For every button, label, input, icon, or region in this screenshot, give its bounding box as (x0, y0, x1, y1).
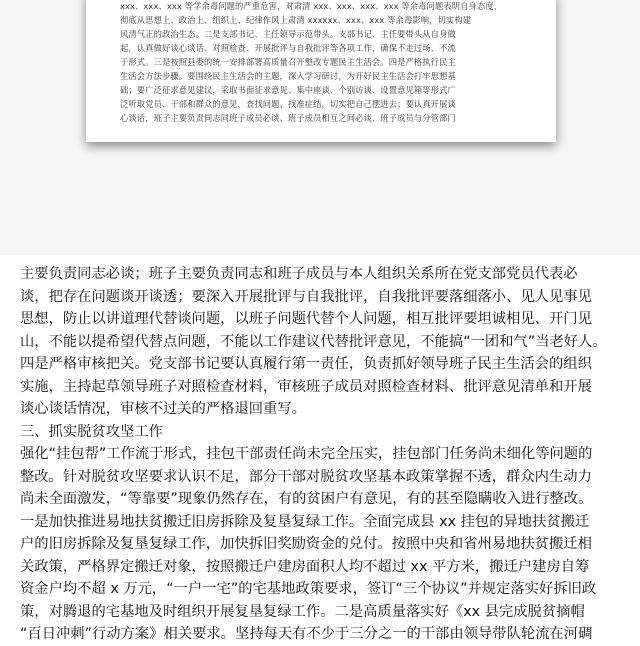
paragraph-line: 一是加快推进易地扶贫搬迁旧房拆除及复垦复绿工作。全面完成县 xx 挂包的异地扶贫搬迁 (20, 513, 590, 530)
scanned-line: 泛听取党员、干部和群众的意见，查找问题、找准症结，切实把自己摆进去；要认真开展谈 (120, 99, 456, 109)
scanned-line: 起，认真做好谈心谈话、对照检查、开展批评与自我批评等各项工作，确保不走过场、不流 (120, 43, 456, 53)
scanned-line: 于形式。三是按照县委的统一安排部署高质量召开整改专题民主生活会。四是严格执行民主 (120, 57, 456, 67)
document-preview-area (0, 0, 640, 255)
paragraph-line: 四是严格审核把关。党支部书记要认真履行第一责任，负责抓好领导班子民主生活会的组织 (20, 356, 592, 372)
paragraph-line: 户的旧房拆除及复垦复绿工作，加快拆旧奖励资金的兑付。按照中央和省州易地扶贫搬迁相 (20, 536, 592, 552)
paragraph-line: 整改。针对脱贫攻坚要求认识不足，部分干部对脱贫攻坚基本政策掌握不透，群众内生动力 (20, 468, 592, 485)
paragraph-line: 谈心谈话情况，审核不过关的严格退回重写。 (20, 401, 306, 417)
scanned-line: 心谈话，班子主要负责同志同班子成员必谈、班子成员相互之间必谈、班子成员与分管部门 (120, 113, 456, 123)
scanned-page-thumbnail (86, 0, 556, 142)
paragraph-line: “百日冲刺”行动方案》相关要求。坚持每天有不少于三分之一的干部由领导带队轮流在河碉 (20, 626, 593, 642)
scanned-line: 彻底从思想上、政治上、组织上、纪律作风上肃清 xxxxxx、xxx、xxx 等余毒影响，切实构建 (120, 15, 472, 25)
paragraph-line: 主要负责同志必谈；班子主要负责同志和班子成员与本人组织关系所在党支部党员代表必 (20, 266, 578, 282)
scanned-line: 础；要广泛征求意见建议，采取书面征求意见、集中座谈、个别访谈、设置意见箱等形式广 (120, 85, 456, 95)
scanned-line: 风清气正的政治生态。二是支部书记、主任领导示范带头。支部书记、主任要带头从自身做 (120, 29, 456, 39)
paragraph-line: 资金户均不超 x 万元，“一户一宅”的宅基地政策要求，签订“三个协议”并规定落实好拆旧政 (20, 581, 597, 597)
paragraph-line: 思想，防止以讲道理代替谈问题，以班子问题代替个人问题，相互批评要坦诚相见、开门见 (20, 311, 592, 327)
scanned-line: xxx、xxx、xxx 等学余毒问题的严重危害，对肃清 xxx、xxx、xxx、xxx 等余毒问题表明自身态度， (120, 1, 503, 11)
document-body (20, 263, 624, 646)
scanned-line: 生活会方法步骤。要围绕民主生活会的主题，深入学习研讨，为开好民主生活会打牢思想基 (120, 71, 456, 81)
paragraph-line: 关政策，严格界定搬迁对象，按照搬迁户建房面积人均不超过 xx 平方米，搬迁户建房自筹 (20, 558, 590, 575)
paragraph-line: 实施，主持起草领导班子对照检查材料，审核班子成员对照检查材料、批评意见清单和开展 (20, 378, 592, 395)
paragraph-line: 谈，把存在问题谈开谈透；要深入开展批评与自我批评，自我批评要落细落小、见人见事见 (20, 288, 592, 305)
paragraph-line: 强化“挂包帮”工作流于形式，挂包干部责任尚未完全压实，挂包部门任务尚未细化等问题的 (20, 446, 593, 462)
section-heading: 三、抓实脱贫攻坚工作 (20, 423, 163, 440)
paragraph-line: 山，不能以提希望代替点问题，不能以工作建议代替批评意见，不能搞“一团和气”当老好人。 (20, 333, 607, 350)
paragraph-line: 策，对腾退的宅基地及时组织开展复垦复绿工作。二是高质量落实好《xx 县完成脱贫摘帽 (20, 603, 585, 620)
paragraph-line: 尚未全面激发，“等靠要”现象仍然存在，有的贫困户有意见，有的甚至隐瞒收入进行整改。 (20, 491, 593, 507)
